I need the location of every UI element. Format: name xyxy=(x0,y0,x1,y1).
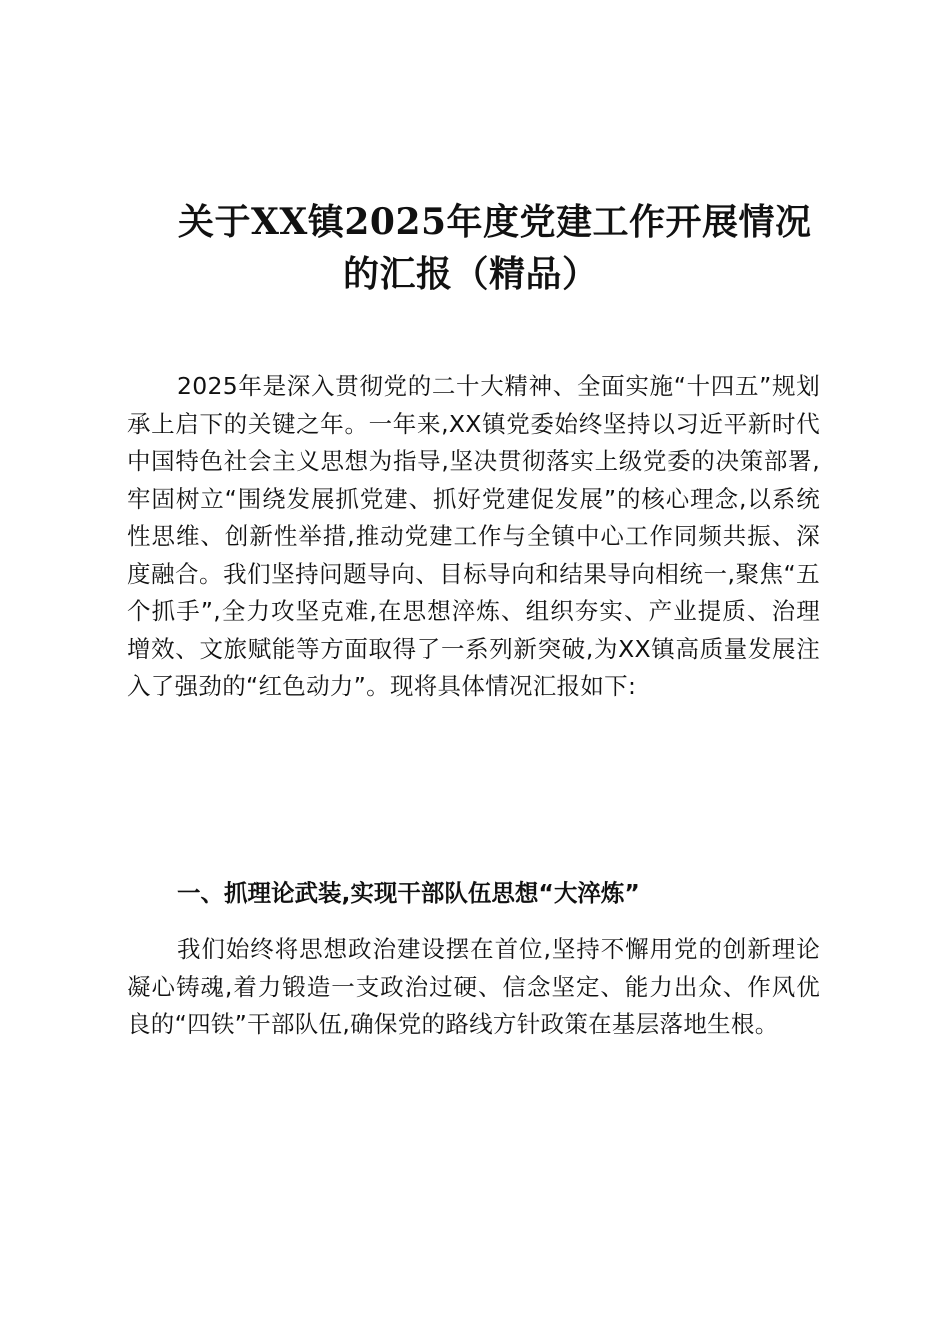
section-1-paragraph: 我们始终将思想政治建设摆在首位,坚持不懈用党的创新理论凝心铸魂,着力锻造一支政治过硬、信念坚定、能力出众、作风优良的“四铁”干部队伍,确保党的路线方针政策在基层落地生根。 xyxy=(127,935,820,1038)
title-line-2: 的汇报（精品） xyxy=(343,253,599,295)
title-line-1: 关于XX镇2025年度党建工作开展情况 xyxy=(178,201,812,243)
intro-paragraph: 2025年是深入贯彻党的二十大精神、全面实施“十四五”规划承上启下的关键之年。一年来,XX镇党委始终坚持以习近平新时代中国特色社会主义思想为指导,坚决贯彻落实上级党委的决策部署,牢固树立“围绕发展抓党建、抓好党建促发展”的核心理念,以系统性思维、创新性举措,推动党建工作与全镇中心工作同频共振、深度融合。我们坚持问题导向、目标导向和结果导向相统一,聚焦“五个抓手”,全力攻坚克难,在思想淬炼、组织夯实、产业提质、治理增效、文旅赋能等方面取得了一系列新突破,为XX镇高质量发展注入了强劲的“红色动力”。现将具体情况汇报如下: xyxy=(127,372,820,700)
section-1-heading: 一、抓理论武装,实现干部队伍思想“大淬炼” xyxy=(177,879,640,907)
document-title xyxy=(170,196,830,300)
